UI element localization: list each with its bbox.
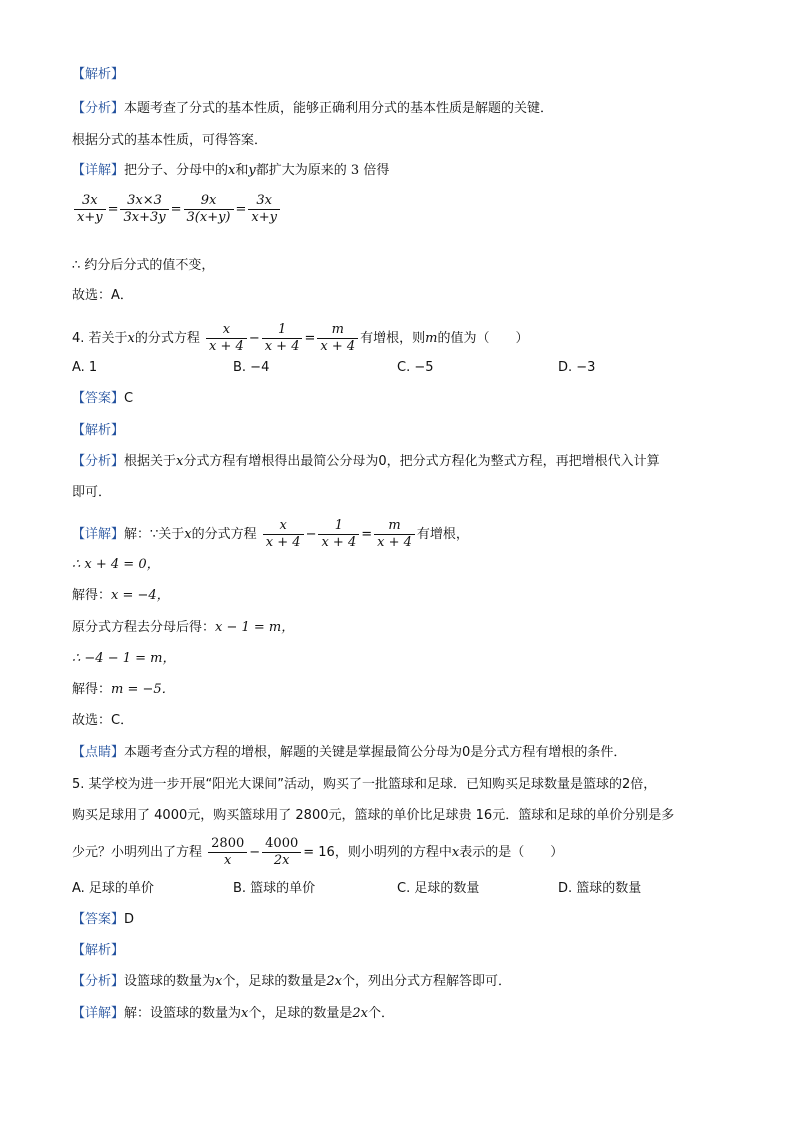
detail-text: 都扩大为原来的	[255, 163, 347, 178]
option-d[interactable]: D. −3	[558, 360, 596, 375]
option-d[interactable]: D. 篮球的数量	[558, 881, 642, 896]
question-5-stem-line-1: 5. 某学校为进一步开展“阳光大课间”活动，购买了一批篮球和足球．已知购买足球数量是篮球的2倍，	[72, 777, 657, 792]
step-line: 解得：x = −4，	[72, 588, 170, 603]
detail-text: 把分子、分母中的	[124, 163, 229, 178]
step-line: 原分式方程去分母后得：x − 1 = m，	[72, 620, 295, 635]
fraction: $\frac{1}{x + 4}$	[262, 322, 303, 355]
analysis-line-2: 根据分式的基本性质，可得答案．	[72, 133, 268, 148]
step-line: ∴ x + 4 = 0，	[72, 557, 160, 572]
step-line: ∴ −4 − 1 = m，	[72, 651, 176, 666]
analysis-line: 【分析】设篮球的数量为x个，足球的数量是2x个，列出分式方程解答即可．	[72, 974, 512, 989]
fraction: $\frac{2800}{x}$	[208, 836, 247, 869]
section-tag-jiexi: 【解析】	[72, 67, 125, 82]
analysis-tag: 【分析】	[72, 101, 125, 116]
answer-line: 故选：C．	[72, 713, 134, 728]
fraction: $\frac{4000}{2x}$	[262, 836, 301, 869]
detail-text: 和	[235, 163, 249, 178]
detail-tag: 【详解】	[72, 163, 125, 178]
analysis-line: 【分析】根据关于x分式方程有增根得出最简公分母为0，把分式方程化为整式方程，再把增根代入计算	[72, 454, 660, 469]
fraction: $\frac{m}{x + 4}$	[317, 322, 358, 355]
answer-tag-line: 【答案】C	[72, 391, 134, 406]
detail-line	[72, 162, 389, 180]
detail-line: 【详解】解：设篮球的数量为x个，足球的数量是2x个．	[72, 1006, 395, 1021]
option-c[interactable]: C. 足球的数量	[397, 881, 480, 896]
fraction: $\frac{3x}{x+y}$	[74, 193, 106, 226]
fraction: $\frac{x}{x + 4}$	[263, 518, 304, 551]
option-a[interactable]: A. 足球的单价	[72, 881, 154, 896]
analysis-line-2: 即可．	[72, 485, 112, 500]
remark-line: 【点睛】本题考查分式方程的增根，解题的关键是掌握最简公分母为0是分式方程有增根的条件．	[72, 745, 627, 760]
option-a[interactable]: A. 1	[72, 360, 98, 375]
detail-line: 【详解】解：∵关于x的分式方程 $\frac{x}{x + 4}$ − $\frac{1}{x + 4}$ = $\frac{m}{x + 4}$ 有增根，	[72, 518, 469, 550]
question-5-stem-line-2: 购买足球用了 4000元，购买篮球用了 2800元，篮球的单价比足球贵 16元．篮球和足球的单价分别是多	[72, 808, 675, 823]
fraction: $\frac{x}{x + 4}$	[206, 322, 247, 355]
option-c[interactable]: C. −5	[397, 360, 434, 375]
answer-value: D	[124, 912, 135, 927]
question-5-stem-line-3: 少元？小明列出了方程 $\frac{2800}{x}$ − $\frac{4000}{2x}$ = 16，则小明列的方程中x表示的是（ ）	[72, 836, 564, 868]
analysis-text: 本题考查了分式的基本性质，能够正确利用分式的基本性质是解题的关键．	[124, 101, 554, 116]
var-y: y	[248, 163, 256, 178]
answer-value: C	[124, 391, 134, 406]
section-tag-jiexi: 【解析】	[72, 423, 125, 438]
fraction: $\frac{1}{x + 4}$	[318, 518, 359, 551]
fraction: $\frac{m}{x + 4}$	[374, 518, 415, 551]
step-line: 解得：m = −5．	[72, 682, 175, 697]
option-b[interactable]: B. 篮球的单价	[233, 881, 316, 896]
analysis-line	[72, 100, 553, 118]
fraction: $\frac{3x}{x+y}$	[248, 193, 280, 226]
conclusion-line: ∴ 约分后分式的值不变，	[72, 258, 215, 273]
var-x: x	[228, 163, 236, 178]
question-4-stem: 4. 若关于x的分式方程 $\frac{x}{x + 4}$ − $\frac{1}{x + 4}$ = $\frac{m}{x + 4}$ 有增根，则m的值为（ ）	[72, 322, 529, 354]
answer-tag-line: 【答案】D	[72, 912, 135, 927]
fraction-chain: $\frac{3x}{x+y}$ = $\frac{3x\times 3}{3x+3y}$ = $\frac{9x}{3(x+y)}$ = $\frac{3x}{x+y}$	[72, 193, 282, 226]
answer-line: 故选：A．	[72, 288, 133, 303]
fraction: $\frac{9x}{3(x+y)}$	[184, 193, 234, 226]
number-3: 3	[350, 163, 360, 178]
detail-text: 倍得	[363, 163, 390, 178]
fraction: $\frac{3x\times 3}{3x+3y}$	[120, 193, 168, 226]
section-tag-jiexi: 【解析】	[72, 943, 125, 958]
option-b[interactable]: B. −4	[233, 360, 270, 375]
